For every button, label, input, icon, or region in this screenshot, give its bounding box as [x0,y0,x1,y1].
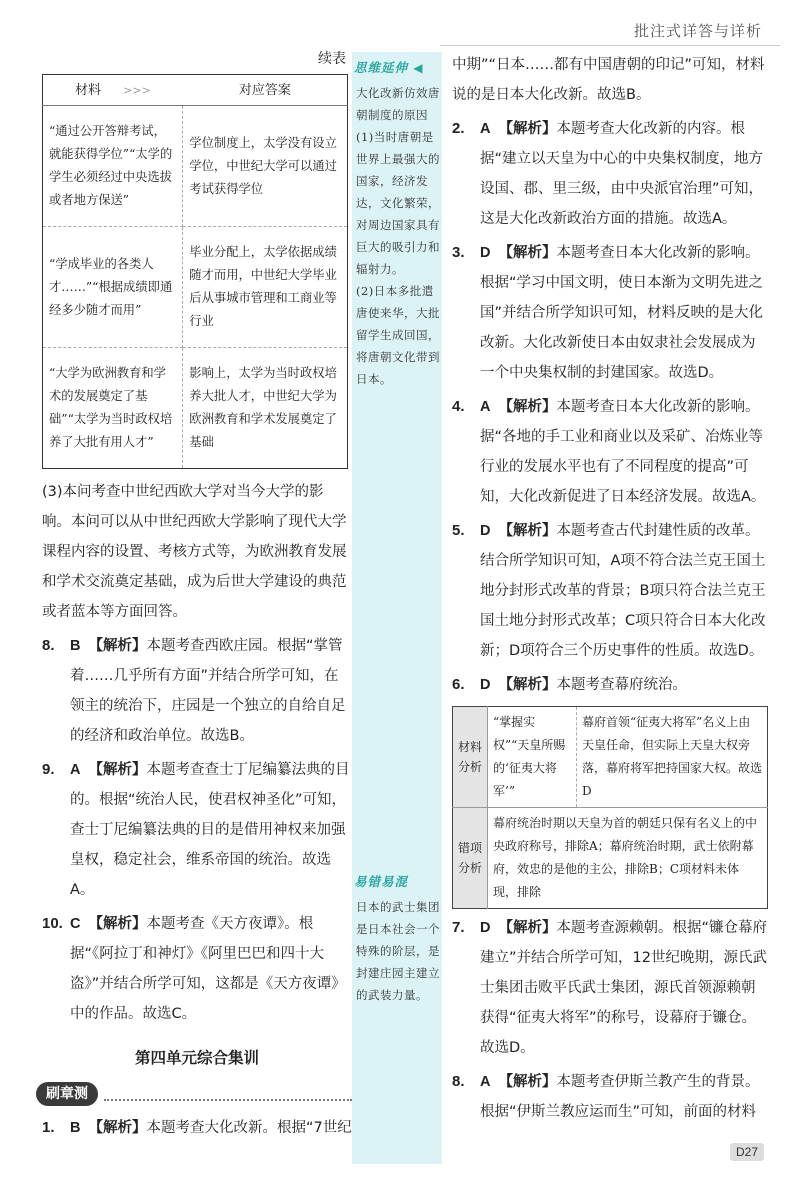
continued-label: 续表 [318,51,346,67]
right-column [452,50,768,1127]
chevron-right-icon: >>> [123,83,151,97]
question-10: 10. C 【解析】本题考查《天方夜谭》。根据“《阿拉丁和神灯》《阿里巴巴和四十大盗》”并结合所学可知，这都是《天方夜谭》中的作品。故选C。 [42,915,346,1022]
analysis-table [452,706,768,909]
table-cell-answer: 毕业分配上，太学依据成绩随才而用，中世纪大学毕业后从事城市管理和工商业等行业 [183,227,348,348]
table-cell-answer: 影响上，太学为当时政权培养大批人才，中世纪大学为欧洲教育和学术发展奠定了基础 [189,366,337,449]
question-7: 7. D 【解析】本题考查源赖朝。根据“镰仓幕府建立”并结合所学可知，12世纪晚期，源氏武士集团击败平氏武士集团，源氏首领源赖朝获得“征夷大将军”的称号，设幕府于镰仓。故选D。 [452,919,767,1056]
table-head-answer: 对应答案 [183,75,348,106]
cell-wrong-options: 幕府统治时期以天皇为首的朝廷只保有名义上的中央政府称号，排除A；幕府统治时期，武士依附幕府，效忠的是他的主公，排除B；C项材料未体现，排除 [493,816,758,899]
triangle-left-icon: ◀ [408,61,424,75]
sidebar-title-extension: 思维延伸 ◀ [354,60,424,75]
label-wrong-options: 错项分析 [453,808,488,909]
header-title: 批注式详答与详析 [633,22,762,40]
table-row [43,227,348,348]
question-8: 8. B 【解析】本题考查西欧庄园。根据“掌管着……几乎所有方面”并结合所学可知，在领主的统治下，庄园是一个独立的自给自足的经济和政治单位。故选B。 [42,637,346,744]
table-row [453,808,768,909]
table-head-material: 材料 >>> [43,75,183,106]
question-8-right: 8. A 【解析】本题考查伊斯兰教产生的背景。根据“伊斯兰教应运而生”可知，前面的材料 [452,1073,760,1120]
left-column [42,50,352,1143]
sidebar-text-extension: 大化改新仿效唐朝制度的原因 (1)当时唐朝是世界上最强大的国家，经济发达，文化繁荣，对周边国家具有巨大的吸引力和辐射力。 (2)日本多批遣唐使来华，大批留学生成回国，将唐朝文化带到日本。 [356,86,440,386]
question-4: 4. A 【解析】本题考查日本大化改新的影响。据“各地的手工业和商业以及采矿、冶炼业等行业的发展水平也有了不同程度的提高”可知，大化改新促进了日本经济发展。故选A。 [452,398,766,505]
label-material-analysis: 材料分析 [453,707,488,808]
question-9: 9. A 【解析】本题考查查士丁尼编纂法典的目的。根据“统治人民，使君权神圣化”可知，查士丁尼编纂法典的目的是借用神权来加强皇权，稳定社会，维系帝国的统治。故选A。 [42,761,350,898]
continued-text: 中期”“日本……都有中国唐朝的印记”可知，材料说的是日本大化改新。故选B。 [452,57,765,103]
question-1: 1. B 【解析】本题考查大化改新。根据“7世纪 [42,1119,352,1136]
question-5: 5. D 【解析】本题考查古代封建性质的改革。结合所学知识可知，A项不符合法兰克王国土地分封形式改革的背景；B项只符合法兰克王国土地分封形式改革；C项只符合日本大化改新；D项符合三个历史事件的性质。故选D。 [452,522,766,659]
table-cell-material: “通过公开答辩考试，就能获得学位”“太学的学生必须经过中央选拔或者地方保送” [43,106,183,227]
question-2: 2. A 【解析】本题考查大化改新的内容。根据“建立以天皇为中心的中央集权制度，地方设国、郡、里三级，由中央派官治理”可知，这是大化改新政治方面的措施。故选A。 [452,120,764,227]
table-row [43,106,348,227]
section-banner [36,1079,352,1109]
header-divider [440,45,780,46]
table-row [43,348,348,469]
table-cell-answer: 学位制度上，太学没有设立学位，中世纪大学可以通过考试获得学位 [183,106,348,227]
table-row [453,707,768,808]
page-number: D27 [730,1143,764,1161]
table-cell-material: “学成毕业的各类人才……”“根据成绩即通经多少随才而用” [43,227,183,348]
sidebar-text-pitfalls: 日本的武士集团是日本社会一个特殊的阶层，是封建庄园主建立的武装力量。 [356,900,440,1002]
paragraph-3: (3)本问考查中世纪西欧大学对当今大学的影响。本问可以从中世纪西欧大学影响了现代大学课程内容的设置、考核方式等，为欧洲教育发展和学术交流奠定基础，成为后世大学建设的典范或者蓝本等方面回答。 [42,484,347,620]
sidebar-title-pitfalls: 易错易混 [354,874,409,889]
section-badge: 刷章测 [36,1082,98,1106]
material-answer-table [42,74,348,469]
dotted-divider [104,1087,352,1101]
question-6: 6. D 【解析】本题考查幕府统治。 [452,676,687,693]
table-cell-material: “大学为欧洲教育和学术的发展奠定了基础”“太学为当时政权培养了大批有用人才” [43,348,183,469]
question-3: 3. D 【解析】本题考查日本大化改新的影响。根据“学习中国文明，使日本渐为文明先进之国”并结合所学知识可知，材料反映的是大化改新。大化改新使日本由奴隶社会发展成为一个中央集权制的封建国家。故选D。 [452,244,764,381]
cell-analysis: 幕府首领“征夷大将军”名义上由天皇任命，但实际上天皇大权旁落，幕府将军把持国家大权。故选D [577,707,768,808]
unit-title: 第四单元综合集训 [134,1049,259,1067]
cell-material: “掌握实权”“天皇所赐的‘征夷大将军’” [488,707,577,808]
